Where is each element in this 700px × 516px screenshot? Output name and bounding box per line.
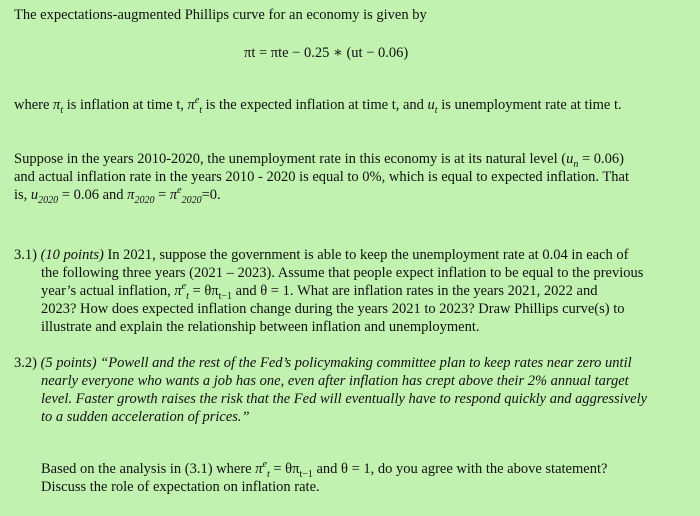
- question-3-2-line-5: Based on the analysis in (3.1) where $\pi^e_t = \theta\pi_{t-1}$ and θ = 1, do you agree with the above statement?: [41, 459, 608, 480]
- question-3-1-line-4: 2023? How does expected inflation change during the years 2021 to 2023? Draw Phillips curve(s) to: [41, 301, 625, 317]
- quote-line-4: to a sudden acceleration of prices.”: [41, 409, 250, 425]
- context-line-3: is, $u_{2020} = 0.06$ and $\pi_{2020} = \pi^e_{2020}=0$.: [14, 185, 221, 206]
- quote-line-2: nearly everyone who wants a job has one, even after inflation has crept above their 2% annual target: [41, 373, 629, 389]
- phillips-equation: πt = πte − 0.25 ∗ (ut − 0.06): [244, 45, 409, 61]
- question-3-1-line-1: 3.1) (10 points) In 2021, suppose the government is able to keep the unemployment rate at 0.04 in each of: [14, 247, 629, 263]
- question-3-2-line-6: Discuss the role of expectation on inflation rate.: [41, 479, 320, 495]
- quote-line-3: level. Faster growth raises the risk that the Fed will eventually have to respond quickly and aggressively: [41, 391, 648, 407]
- question-3-1-line-5: illustrate and explain the relationship between inflation and unemployment.: [41, 319, 480, 335]
- question-3-1-line-3: year’s actual inflation, $\pi^e_t = \theta\pi_{t-1}$ and θ = 1. What are inflation rates in the years 2021, 2022 and: [41, 281, 598, 302]
- question-3-2-line-1: 3.2) (5 points) “Powell and the rest of the Fed’s policymaking committee plan to keep rates near zero until: [14, 355, 632, 371]
- variable-definitions: where $\pi_t$ is inflation at time t, $\pi^e_t$ is the expected inflation at time t, and $u_t$ is unemployment rate at time t.: [14, 95, 622, 116]
- context-line-1: Suppose in the years 2010-2020, the unemployment rate in this economy is at its natural level $(u_n = 0.06)$: [14, 151, 624, 170]
- context-line-2: and actual inflation rate in the years 2010 - 2020 is equal to 0%, which is equal to expected inflation. That: [14, 169, 629, 185]
- intro-text: The expectations-augmented Phillips curve for an economy is given by: [14, 7, 427, 23]
- question-3-1-line-2: the following three years (2021 – 2023). Assume that people expect inflation to be equal to the previous: [41, 265, 644, 281]
